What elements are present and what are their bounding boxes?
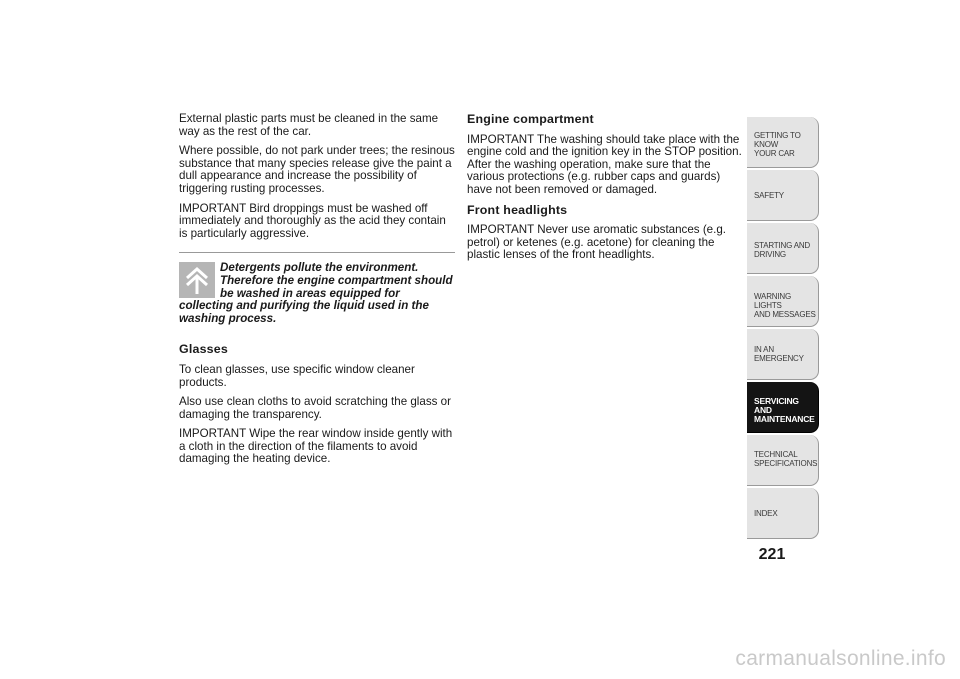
tab-label: IN AN EMERGENCY [754, 345, 804, 363]
tab-label: GETTING TO KNOW [754, 131, 801, 149]
tab-technical-specifications[interactable] [747, 435, 819, 486]
left-column [179, 113, 455, 473]
page-number: 221 [758, 546, 786, 563]
tab-index[interactable] [747, 488, 819, 539]
tab-starting-and-driving[interactable] [747, 223, 819, 274]
paragraph: IMPORTANT Bird droppings must be washed off immediately and thoroughly as the acid they contain is particularly aggressive. [179, 201, 446, 240]
tab-label: MAINTENANCE [754, 414, 815, 424]
tab-label: SAFETY [754, 190, 784, 200]
paragraph: Also use clean cloths to avoid scratching the glass or damaging the transparency. [179, 395, 451, 421]
note-line: Detergents pollute the environment. [220, 261, 419, 275]
section-heading: Engine compartment [467, 112, 594, 126]
note-line: collecting and purifying the liquid used in the washing process. [179, 299, 429, 325]
tab-label: STARTING AND [754, 241, 810, 250]
tab-label: WARNING LIGHTS [754, 292, 791, 310]
tab-warning-lights-and-messages[interactable] [747, 276, 819, 327]
section-heading: Front headlights [467, 202, 568, 217]
tab-label: YOUR CAR [754, 149, 795, 158]
tab-getting-to-know-your-car[interactable] [747, 117, 819, 168]
recycle-arrows-icon [179, 262, 215, 298]
note-line: be washed in areas equipped for [220, 286, 400, 300]
note-line: Therefore the engine compartment should [220, 273, 453, 287]
tab-label: AND MESSAGES [754, 310, 816, 319]
paragraph: IMPORTANT Wipe the rear window inside gently with a cloth in the direction of the filaments to avoid damaging the heating device. [179, 427, 453, 466]
right-column [467, 113, 744, 269]
tab-safety[interactable] [747, 170, 819, 221]
tab-label: TECHNICAL [754, 450, 798, 459]
tab-label: DRIVING [754, 250, 786, 259]
section-heading: Glasses [179, 342, 228, 357]
tab-label: INDEX [754, 508, 778, 518]
tab-in-an-emergency[interactable] [747, 329, 819, 380]
paragraph: IMPORTANT The washing should take place with the engine cold and the ignition key in the STOP position. After the washing operation, make sure that the various protections (e.g. rubber caps and guards) have not been removed or damaged. [467, 132, 742, 196]
paragraph: To clean glasses, use specific window cleaner products. [179, 362, 415, 389]
paragraph: External plastic parts must be cleaned in the same way as the rest of the car. [179, 112, 439, 138]
tab-label: SERVICING AND [754, 396, 799, 415]
tab-servicing-and-maintenance[interactable] [747, 382, 819, 433]
chapter-sidebar [747, 117, 819, 541]
paragraph: IMPORTANT Never use aromatic substances (e.g. petrol) or ketenes (e.g. acetone) for cleaning the plastic lenses of the front headlights. [467, 223, 727, 262]
paragraph: Where possible, do not park under trees; the resinous substance that many species release give the paint a dull appearance and increase the possibility of triggering rusting processes. [179, 144, 455, 195]
environment-note [179, 252, 455, 325]
environment-note-text [179, 262, 455, 325]
tab-label: SPECIFICATIONS [754, 459, 818, 468]
watermark: carmanualsonline.info [735, 647, 946, 670]
